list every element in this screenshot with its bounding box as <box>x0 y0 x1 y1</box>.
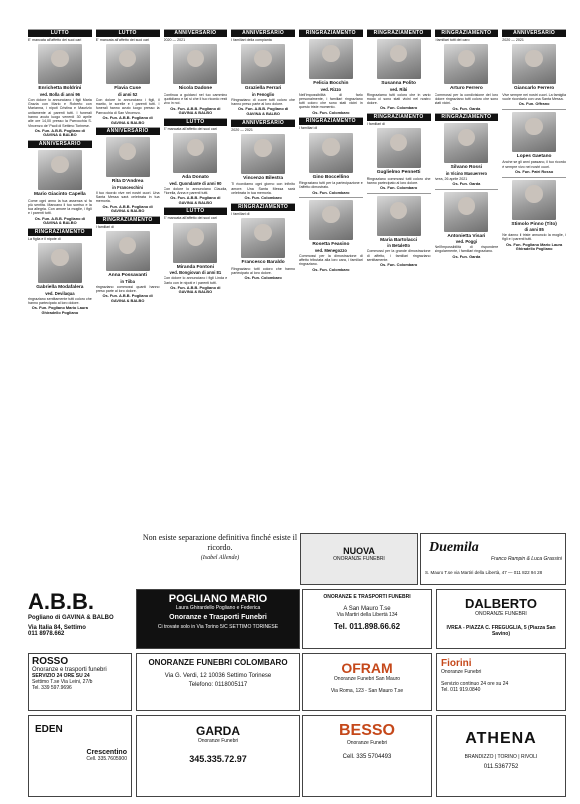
ad-abb-title: A.B.B. <box>28 589 94 614</box>
notice-body: Ti ricordiamo ogni giorno con infinito amore. Una Santa Messa sarà celebrata in tua memoria. <box>231 182 295 195</box>
portrait-photo <box>38 150 82 190</box>
ad-ofram[interactable] <box>302 653 432 711</box>
funeral-home-signature: Os. Fun. A.B.B. Pogliano di GAVINA & BALBO <box>170 105 221 116</box>
obituary-notice <box>96 127 160 214</box>
notice-intro: 2020 — 2021 <box>163 38 186 42</box>
ad-fiorini-address: Servizio continuo 24 ore su 24 <box>441 681 509 687</box>
obituary-column <box>299 29 363 525</box>
quote-author: (Isabel Allende) <box>200 555 240 561</box>
ad-duemila-sub: Franco Rampin & Luca Grassini <box>491 556 562 562</box>
deceased-subtitle: di anni 52 <box>117 91 138 97</box>
deceased-name: Arturo Ferrero <box>449 86 483 92</box>
funeral-home-signature: Os. Fun. Colombaro <box>380 185 418 191</box>
portrait-photo <box>38 243 82 283</box>
obituary-notice <box>96 29 160 125</box>
notice-header: LUTTO <box>164 119 228 126</box>
funeral-home-signature: Os. Fun. Colombaro <box>312 189 350 195</box>
ad-colombaro[interactable] <box>136 653 300 711</box>
ad-dalberto-sub: ONORANZE FUNEBRI <box>475 611 527 617</box>
notice-body: Ringraziano di cuore tutti coloro che hanno preso parte al loro dolore. <box>231 97 295 107</box>
deceased-name: Rosetta Feasino <box>312 242 350 248</box>
notice-body: Commossi per la condivisione del loro dolore ringraziano tutti coloro che sono stati vicini. <box>434 92 499 106</box>
notice-header: LUTTO <box>28 30 92 37</box>
ad-garda[interactable] <box>136 715 300 797</box>
notice-body: Ringraziamo tutti coloro che in vario modo ci sono stati vicini nel nostro dolore. <box>366 92 431 106</box>
deceased-name: Nicola Dadone <box>178 86 213 92</box>
ad-besso-sub: Onoranze Funebri <box>346 740 388 746</box>
ad-garda-phone: 345.335.72.97 <box>189 754 247 764</box>
funeral-home-signature: Os. Fun. Colombaro <box>312 266 350 272</box>
ad-saca-phone: Tel. 011.898.66.62 <box>333 622 401 631</box>
ad-athena-sub: BRANDIZZO | TORINO | RIVOLI <box>464 754 538 760</box>
funeral-home-signature: Os. Fun. A.B.B. Pogliano di GAVINA & BALBO <box>34 127 85 138</box>
deceased-name: Giancarlo Ferrero <box>513 86 555 92</box>
obituary-column <box>164 29 228 525</box>
ad-eden-sub: Crescentino <box>86 749 127 756</box>
notice-header: ANNIVERSARIO <box>96 128 160 135</box>
deceased-subtitle: ved. Bolla di anni 96 <box>39 91 80 97</box>
portrait-photo <box>241 218 285 258</box>
deceased-subtitle: ved. Quondante di anni 90 <box>169 180 222 186</box>
ad-rosso-phone: Tel. 339 597.9696 <box>32 685 72 691</box>
notice-body: Ne danno il triste annuncio la moglie, i figli e i parenti tutti. <box>502 233 566 242</box>
portrait-photo <box>444 44 488 84</box>
notice-header: ANNIVERSARIO <box>231 120 295 127</box>
ad-garda-sub: Onoranze Funebri <box>197 738 239 744</box>
deceased-name: Francesco Baraldo <box>241 260 285 266</box>
funeral-home-signature: Os. Fun. A.B.B. Pogliano di GAVINA & BALBO <box>238 106 289 116</box>
deceased-name: Ada Donato <box>181 175 209 181</box>
portrait-photo <box>106 231 150 271</box>
deceased-name: Antonietta Visari <box>447 233 486 239</box>
ad-besso[interactable] <box>302 715 432 797</box>
deceased-name: Guglielmo Pennetti <box>376 170 421 176</box>
obituary-notice <box>231 29 295 117</box>
deceased-subtitle: in Vicino Masuerrero <box>445 170 488 176</box>
obituary-notice <box>231 119 295 201</box>
notice-body: Ringraziano tutti per la partecipazione e l'affetto dimostrato. <box>299 181 363 190</box>
portrait-photo <box>173 223 217 263</box>
deceased-subtitle: in Tiiba <box>120 278 135 284</box>
deceased-subtitle: ved. Menegozzo <box>314 247 347 253</box>
ad-abb-brand: Pogliano di GAVINA & BALBO <box>28 615 114 621</box>
notice-header: ANNIVERSARIO <box>28 141 92 148</box>
ad-rosso-address: Settimo T.se Via Leini, 27/b <box>32 679 93 685</box>
ad-nuova-sub: ONORANZE FUNEBRI <box>333 556 385 562</box>
ad-rosso-service: SERVIZIO 24 ORE SU 24 <box>32 673 90 679</box>
notice-intro: 2020 — 2021 <box>231 127 253 132</box>
obituary-notice <box>367 29 431 111</box>
portrait-photo <box>377 39 421 79</box>
notice-body: Con dolore lo annunciano i figli Linda e Dario con le nipoti e i parenti tutti. <box>163 276 228 285</box>
deceased-name: Maria Bartolacci <box>380 237 418 243</box>
obituary-notice <box>28 29 92 138</box>
notice-intro: 2020 — 2021 <box>502 38 524 42</box>
obituary-notice <box>28 228 92 316</box>
ad-duemila[interactable] <box>420 533 566 585</box>
ad-athena-phone: 011.5367752 <box>483 764 519 770</box>
obituary-notice <box>231 203 295 281</box>
quote-text: Non esiste separazione definitiva finché esiste il ricordo. <box>142 533 298 552</box>
obituary-notice <box>367 113 431 191</box>
portrait-photo <box>309 39 353 79</box>
notice-header: RINGRAZIAMENTO <box>28 229 92 236</box>
notice-intro: La figlia e il nipote di <box>28 236 61 241</box>
deceased-name: Enrichetta Boldrini <box>38 86 82 92</box>
ad-ofram-title: OFRAM <box>341 660 393 676</box>
deceased-name: Vincenzo Bilestra <box>243 175 284 181</box>
ad-besso-title: BESSO <box>338 722 395 739</box>
funeral-home-signature: Os. Fun. Colombaro <box>244 195 282 201</box>
notice-header: RINGRAZIAMENTO <box>435 114 499 121</box>
obituary-notice <box>502 177 566 252</box>
notice-body: Continua a guidarci nel tuo cammino quotidiano e fai si che il tuo ricordo resti vivo in noi. <box>163 92 228 106</box>
ad-ofram-address: Via Roma, 123 - San Mauro T.se <box>330 688 404 694</box>
obituary-notice <box>96 216 160 304</box>
funeral-home-signature: Os. Fun. Colombaro <box>312 109 350 115</box>
notice-header: RINGRAZIAMENTO <box>231 204 295 211</box>
funeral-home-signature: Os. Fun. Colombaro <box>244 275 282 281</box>
ad-abb-phone: 011 8978.662 <box>28 631 65 637</box>
obituary-notice <box>299 197 363 272</box>
obituary-grid <box>28 29 566 525</box>
ad-nuova-title: NUOVA <box>343 546 375 556</box>
deceased-subtitle: ved. Ribi <box>389 86 408 92</box>
notice-body: Commossi per la grande dimostrazione di affetto, i familiari ringraziano sentitamente. <box>366 249 431 263</box>
notice-header: RINGRAZIAMENTO <box>435 30 499 37</box>
portrait-photo <box>444 123 488 163</box>
deceased-name: Anna Possavanti <box>108 273 147 279</box>
ad-dalberto-address: IVREA - PIAZZA C. FREGUGLIA, 5 (Piazza San Savino) <box>446 625 556 637</box>
notice-header: RINGRAZIAMENTO <box>96 217 160 224</box>
funeral-home-signature: Os. Fun. Patri Rosso <box>514 169 554 175</box>
ad-eden-phone: Cell. 335.7605900 <box>86 756 127 762</box>
ad-fiorini-phone: Tel. 011 919.0840 <box>441 687 481 693</box>
ad-dalberto-title: DALBERTO <box>465 596 537 611</box>
obituary-notice <box>164 29 228 116</box>
funeral-home-signature: Os. Fun. Garda <box>452 253 481 259</box>
ad-rosso[interactable] <box>28 653 132 711</box>
obituary-notice <box>435 29 499 111</box>
notice-body: ringraziano sentitamente tutti coloro che hanno partecipato al loro dolore. <box>28 296 92 306</box>
deceased-subtitle: di anni 85 <box>524 227 544 233</box>
ad-rosso-line: Onoranze e trasporti funebri <box>32 667 107 673</box>
funeral-home-signature: Os. Fun. Colombaro <box>380 105 418 111</box>
notice-header: RINGRAZIAMENTO <box>367 114 431 121</box>
deceased-name: Gino Boccellino <box>312 174 350 180</box>
obituary-notice <box>367 193 431 268</box>
obituary-notice <box>28 140 92 226</box>
obituary-notice <box>164 118 228 206</box>
funeral-home-signature: Os. Fun. Pogliano Mario Laura Ghiradello Pogliano <box>31 305 88 315</box>
obituary-notice <box>164 207 228 295</box>
notice-header: RINGRAZIAMENTO <box>299 118 363 125</box>
obituary-column <box>367 29 431 525</box>
deceased-name: Lopes Gaetano <box>516 153 552 159</box>
ad-eden[interactable] <box>28 715 132 797</box>
ad-colombaro-title: ONORANZE FUNEBRI COLOMBARO <box>148 658 288 667</box>
notice-body: Anche se gli anni passano, il tuo ricordo è sempre vivo nei nostri cuori. <box>502 160 566 169</box>
funeral-home-signature: Os. Fun. Garda <box>452 105 481 111</box>
portrait-photo <box>512 112 556 152</box>
notice-header: ANNIVERSARIO <box>502 30 566 37</box>
notice-body: Nell'impossibilità di rispondere singolarmente, i familiari ringraziano. <box>434 245 499 254</box>
notice-intro: I familiari di <box>366 121 385 126</box>
ad-ofram-sub: Onoranze Funebri San Mauro <box>333 676 401 682</box>
deceased-subtitle: ved. Devilaqua <box>45 290 75 296</box>
ad-pogliano[interactable] <box>136 589 300 649</box>
notice-body: Ringraziano commossi tutti coloro che hanno partecipato al loro dolore. <box>366 176 431 186</box>
ad-fiorini-title: Fiorini <box>441 658 472 669</box>
ad-dalberto[interactable] <box>436 589 566 649</box>
deceased-subtitle: in Betaletto <box>387 243 411 249</box>
obituary-column <box>231 29 295 525</box>
notice-body: Il tuo ricordo vive nei nostri cuori. Una Santa Messa sarà celebrata in tua memoria. <box>95 190 160 204</box>
ad-pogliano-where: Ci trovate solo in Via Torino 5/C SETTIMO TORINESE <box>157 624 279 630</box>
portrait-photo <box>309 133 353 173</box>
deceased-subtitle: ved. Poggi <box>455 239 477 245</box>
notice-intro: I familiari di <box>231 211 250 216</box>
obituary-notice <box>299 117 363 195</box>
ad-colombaro-address: Via G. Verdi, 12 10036 Settimo Torinese <box>164 673 272 679</box>
notice-intro: E' mancata all'affetto dei suoi cari <box>28 38 82 42</box>
portrait-photo <box>106 44 150 84</box>
portrait-photo <box>173 44 217 84</box>
portrait-photo <box>377 196 421 236</box>
obituary-notice <box>502 29 566 107</box>
portrait-photo <box>173 133 217 173</box>
deceased-name: Stimolo Pinno (Tito) <box>511 221 557 227</box>
deceased-name: Rita D'Andrea <box>111 179 144 185</box>
obituary-column <box>96 29 160 525</box>
notice-intro: I familiari tutti del caro <box>434 38 470 42</box>
obituary-column <box>28 29 92 525</box>
notice-body: Con dolore lo annunciano Claudia, Fiorella, Anna e parenti tutti. <box>163 186 228 195</box>
funeral-home-signature: Os. Fun. Pogliano Mario Laura Ghiradello Pogliano <box>506 241 563 252</box>
obituary-notice <box>299 29 363 115</box>
funeral-home-signature: Os. Fun. Colombaro <box>380 262 418 268</box>
notice-body: ringraziano commossi quanti hanno preso parte al loro dolore. <box>95 284 160 293</box>
deceased-subtitle: in Franceschini <box>112 184 143 190</box>
ad-besso-phone: Cell. 335 5704493 <box>342 754 392 760</box>
quote-box <box>140 533 300 585</box>
deceased-name: Flavia Cuse <box>114 86 141 92</box>
ad-nuova[interactable] <box>300 533 418 585</box>
notice-header: ANNIVERSARIO <box>231 30 295 37</box>
obituary-column <box>435 29 499 525</box>
notice-body: Ringraziano tutti coloro che hanno partecipato al loro dolore. <box>231 266 295 275</box>
portrait-photo <box>106 137 150 177</box>
ad-duemila-title: Duemila <box>429 540 479 555</box>
obituary-column <box>502 29 566 525</box>
funeral-home-signature: Os. Fun. A.B.B. Pogliano di GAVINA & BALBO <box>34 215 85 226</box>
ad-abb-address: Via Italia 84, Settimo <box>28 625 86 631</box>
funeral-home-signature: Os. Fun. A.B.B. Pogliano di GAVINA & BALBO <box>102 203 153 214</box>
notice-body: Ivrea, 26 aprile 2021 <box>434 176 468 181</box>
ad-pogliano-title: POGLIANO MARIO <box>168 593 268 605</box>
ad-saca-place: A San Mauro T.se <box>343 606 391 612</box>
notice-body: Con dolore lo annunciano i figli, il marito, le sorelle e i parenti tutti. I funerali hanno avuto luogo presso la Parrocchia di San Vincenzo. <box>95 97 160 115</box>
ad-eden-title: EDEN <box>35 724 63 735</box>
ad-athena[interactable] <box>436 715 566 797</box>
ad-saca-street: Via Martiri della Libertà 134 <box>336 612 398 618</box>
deceased-name: Felicia Bocchin <box>313 81 349 86</box>
notice-header: ANNIVERSARIO <box>164 30 228 37</box>
ad-fiorini-sub: Onoranze Funebri <box>441 669 482 675</box>
notice-body: Vive sempre nei nostri cuori. La famiglia vuole ricordarlo con una Santa Messa. <box>502 92 566 102</box>
ad-saca-title: ONORANZE E TRASPORTI FUNEBRI <box>323 594 411 600</box>
portrait-photo <box>512 44 556 84</box>
funeral-home-signature: Os. Fun. Garda <box>452 181 481 187</box>
deceased-name: Mario Giacinto Capella <box>34 192 86 198</box>
notice-body: Nell'impossibilità di farlo personalmente, i familiari ringraziano tutti coloro che sono stati vicini in questo triste momento. <box>299 92 363 110</box>
deceased-subtitle: ved. Rizzo <box>320 86 342 92</box>
portrait-photo <box>377 128 421 168</box>
notice-header: RINGRAZIAMENTO <box>367 30 431 37</box>
portrait-photo <box>309 200 353 240</box>
notice-body: Commossi per la dimostrazione di affetto tributata alla loro cara, i familiari ringraziano. <box>299 253 363 267</box>
ad-duemila-address: S. Mauro T.se via Martiri della Libertà, 47 — 011 822 94 28 <box>425 570 543 575</box>
deceased-name: Gabriella Modafalera <box>36 285 84 291</box>
obituary-notice <box>435 113 499 186</box>
portrait-photo <box>444 192 488 232</box>
funeral-home-signature: Os. Fun. A.B.B. Pogliano di GAVINA & BALBO <box>170 284 221 295</box>
ad-abb[interactable] <box>28 589 132 649</box>
notice-intro: E' mancata all'affetto dei suoi cari <box>163 126 217 131</box>
deceased-subtitle: ved. Bongiovan di anni 81 <box>169 270 222 276</box>
funeral-home-signature: Os. Fun. A.B.B. Pogliano di GAVINA & BALBO <box>102 114 153 125</box>
ad-saca[interactable] <box>302 589 432 649</box>
notice-header: LUTTO <box>96 30 160 37</box>
ad-rosso-title: ROSSO <box>32 656 69 667</box>
ad-colombaro-phone: Telefono: 0118005117 <box>188 682 248 688</box>
ad-athena-title: ATHENA <box>465 730 537 747</box>
deceased-name: Graziella Ferrari <box>244 86 282 92</box>
deceased-name: Silvano Rossi <box>450 165 483 171</box>
notice-body: Con dolore lo annunciano i figli Maria Grazia con Mario e Roberto con Marianna, i nipoti Cristina e Maurizio unitamente ai parenti tutti. I funerali hanno avuto luogo venerdì 30 aprile alle ore 14,00 presso la Parrocchia S. Vincenzo de' Paoli di Settimo Torinese. <box>28 97 92 128</box>
notice-intro: I familiari della compianta <box>231 38 272 42</box>
notice-intro: I familiari di <box>95 224 114 229</box>
notice-intro: E' mancata all'affetto dei suoi cari <box>95 38 149 42</box>
obituary-notice <box>435 189 499 260</box>
ad-fiorini[interactable] <box>436 653 566 711</box>
portrait-photo <box>38 44 82 84</box>
notice-intro: I familiari di <box>299 126 318 131</box>
portrait-photo <box>241 134 285 174</box>
notice-intro: E' mancata all'affetto dei suoi cari <box>163 216 217 221</box>
portrait-photo <box>512 180 556 220</box>
funeral-home-signature: Os. Fun. Offrano <box>518 101 550 107</box>
funeral-home-signature: Os. Fun. A.B.B. Pogliano di GAVINA & BALBO <box>170 195 221 205</box>
notice-header: LUTTO <box>164 208 228 215</box>
ad-garda-title: GARDA <box>196 724 240 738</box>
ad-pogliano-sub: Laura Ghirardello Pogliano e Federica <box>175 605 261 611</box>
funeral-home-signature: Os. Fun. A.B.B. Pogliano di GAVINA & BALBO <box>102 293 153 303</box>
notice-body: Come ogni anno la tua assenza si fa più sentita. Mancano il tuo sorriso e la tua allegria. Con amore la moglie, i figli e i parenti tutti. <box>28 198 92 216</box>
notice-header: RINGRAZIAMENTO <box>299 30 363 37</box>
deceased-name: Susanna Polito <box>381 81 416 86</box>
obituary-notice <box>502 109 566 175</box>
ad-pogliano-line: Onoranze e Trasporti Funebri <box>169 614 267 621</box>
deceased-name: Miranda Fontoni <box>176 264 215 270</box>
deceased-subtitle: in Fenoglio <box>251 91 275 97</box>
portrait-photo <box>241 44 285 84</box>
